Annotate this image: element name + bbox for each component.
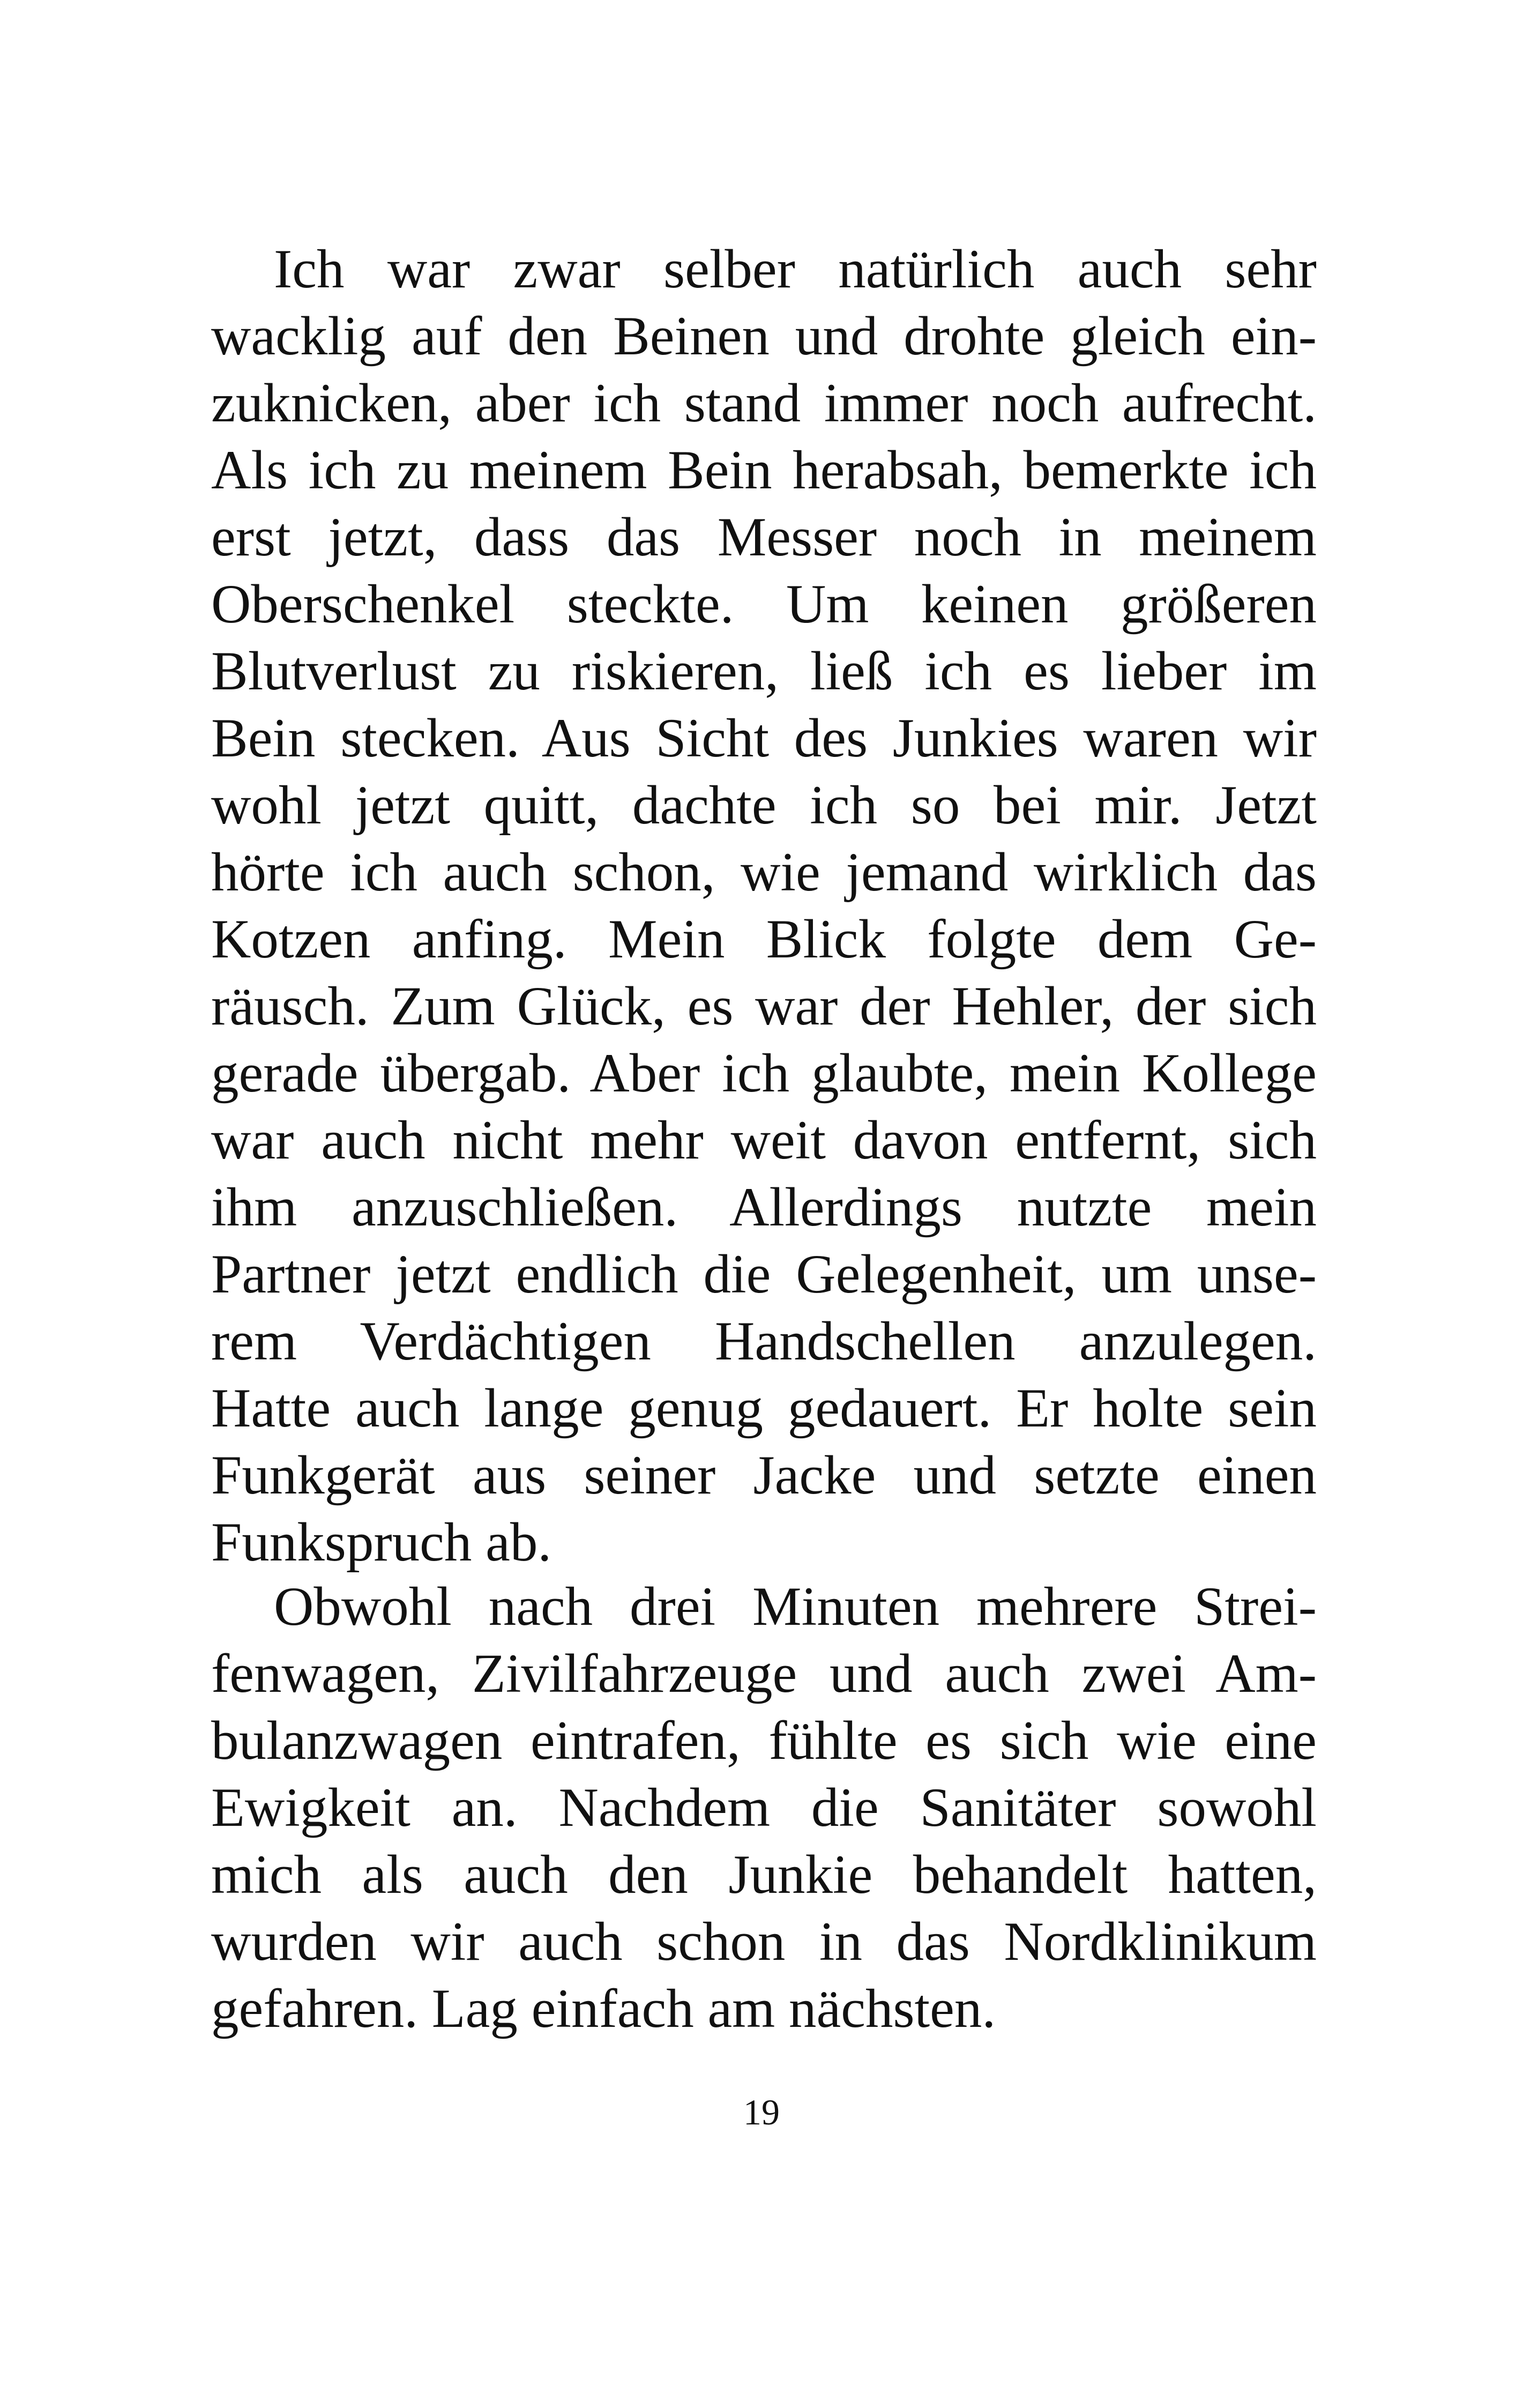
text-line: Ich war zwar selber natürlich auch sehr bbox=[274, 239, 1317, 300]
text-line: erst jetzt, dass das Messer noch in meinem bbox=[211, 507, 1317, 568]
text-line: Oberschenkel steckte. Um keinen größeren bbox=[211, 574, 1317, 635]
text-line: wohl jetzt quitt, dachte ich so bei mir. Jetzt bbox=[211, 775, 1317, 836]
text-line: Kotzen anfing. Mein Blick folgte dem Ge- bbox=[211, 909, 1317, 970]
text-line: Partner jetzt endlich die Gelegenheit, um unse- bbox=[211, 1244, 1317, 1305]
text-line: Blutverlust zu riskieren, ließ ich es lieber im bbox=[211, 641, 1317, 702]
text-line: bulanzwagen eintrafen, fühlte es sich wie eine bbox=[211, 1710, 1317, 1771]
paragraph-2 bbox=[211, 1573, 1317, 2042]
text-line: Bein stecken. Aus Sicht des Junkies waren wir bbox=[211, 708, 1317, 769]
text-line: gerade übergab. Aber ich glaubte, mein Kollege bbox=[211, 1043, 1317, 1104]
text-line: wurden wir auch schon in das Nordklinikum bbox=[211, 1911, 1317, 1972]
page-number: 19 bbox=[743, 2092, 780, 2132]
text-line: wacklig auf den Beinen und drohte gleich ein- bbox=[211, 306, 1317, 367]
text-line: Ewigkeit an. Nachdem die Sanitäter sowohl bbox=[211, 1777, 1317, 1838]
text-line: Funkgerät aus seiner Jacke und setzte einen bbox=[211, 1445, 1317, 1506]
text-line: fenwagen, Zivilfahrzeuge und auch zwei Am- bbox=[211, 1643, 1317, 1704]
text-line: Als ich zu meinem Bein herabsah, bemerkte ich bbox=[211, 440, 1317, 501]
text-line: Obwohl nach drei Minuten mehrere Strei- bbox=[274, 1576, 1317, 1637]
text-line: Funkspruch ab. bbox=[211, 1512, 552, 1573]
paragraph-1 bbox=[211, 236, 1317, 1576]
text-line: ihm anzuschließen. Allerdings nutzte mein bbox=[211, 1177, 1317, 1238]
text-line: rem Verdächtigen Handschellen anzulegen. bbox=[211, 1311, 1317, 1372]
text-line: Hatte auch lange genug gedauert. Er holte sein bbox=[211, 1378, 1317, 1439]
text-line: gefahren. Lag einfach am nächsten. bbox=[211, 1978, 996, 2039]
text-line: zuknicken, aber ich stand immer noch aufrecht. bbox=[211, 373, 1317, 434]
text-line: räusch. Zum Glück, es war der Hehler, der sich bbox=[211, 976, 1317, 1037]
text-line: war auch nicht mehr weit davon entfernt, sich bbox=[211, 1110, 1317, 1171]
text-line: hörte ich auch schon, wie jemand wirklich das bbox=[211, 842, 1317, 903]
text-line: mich als auch den Junkie behandelt hatten, bbox=[211, 1844, 1317, 1905]
